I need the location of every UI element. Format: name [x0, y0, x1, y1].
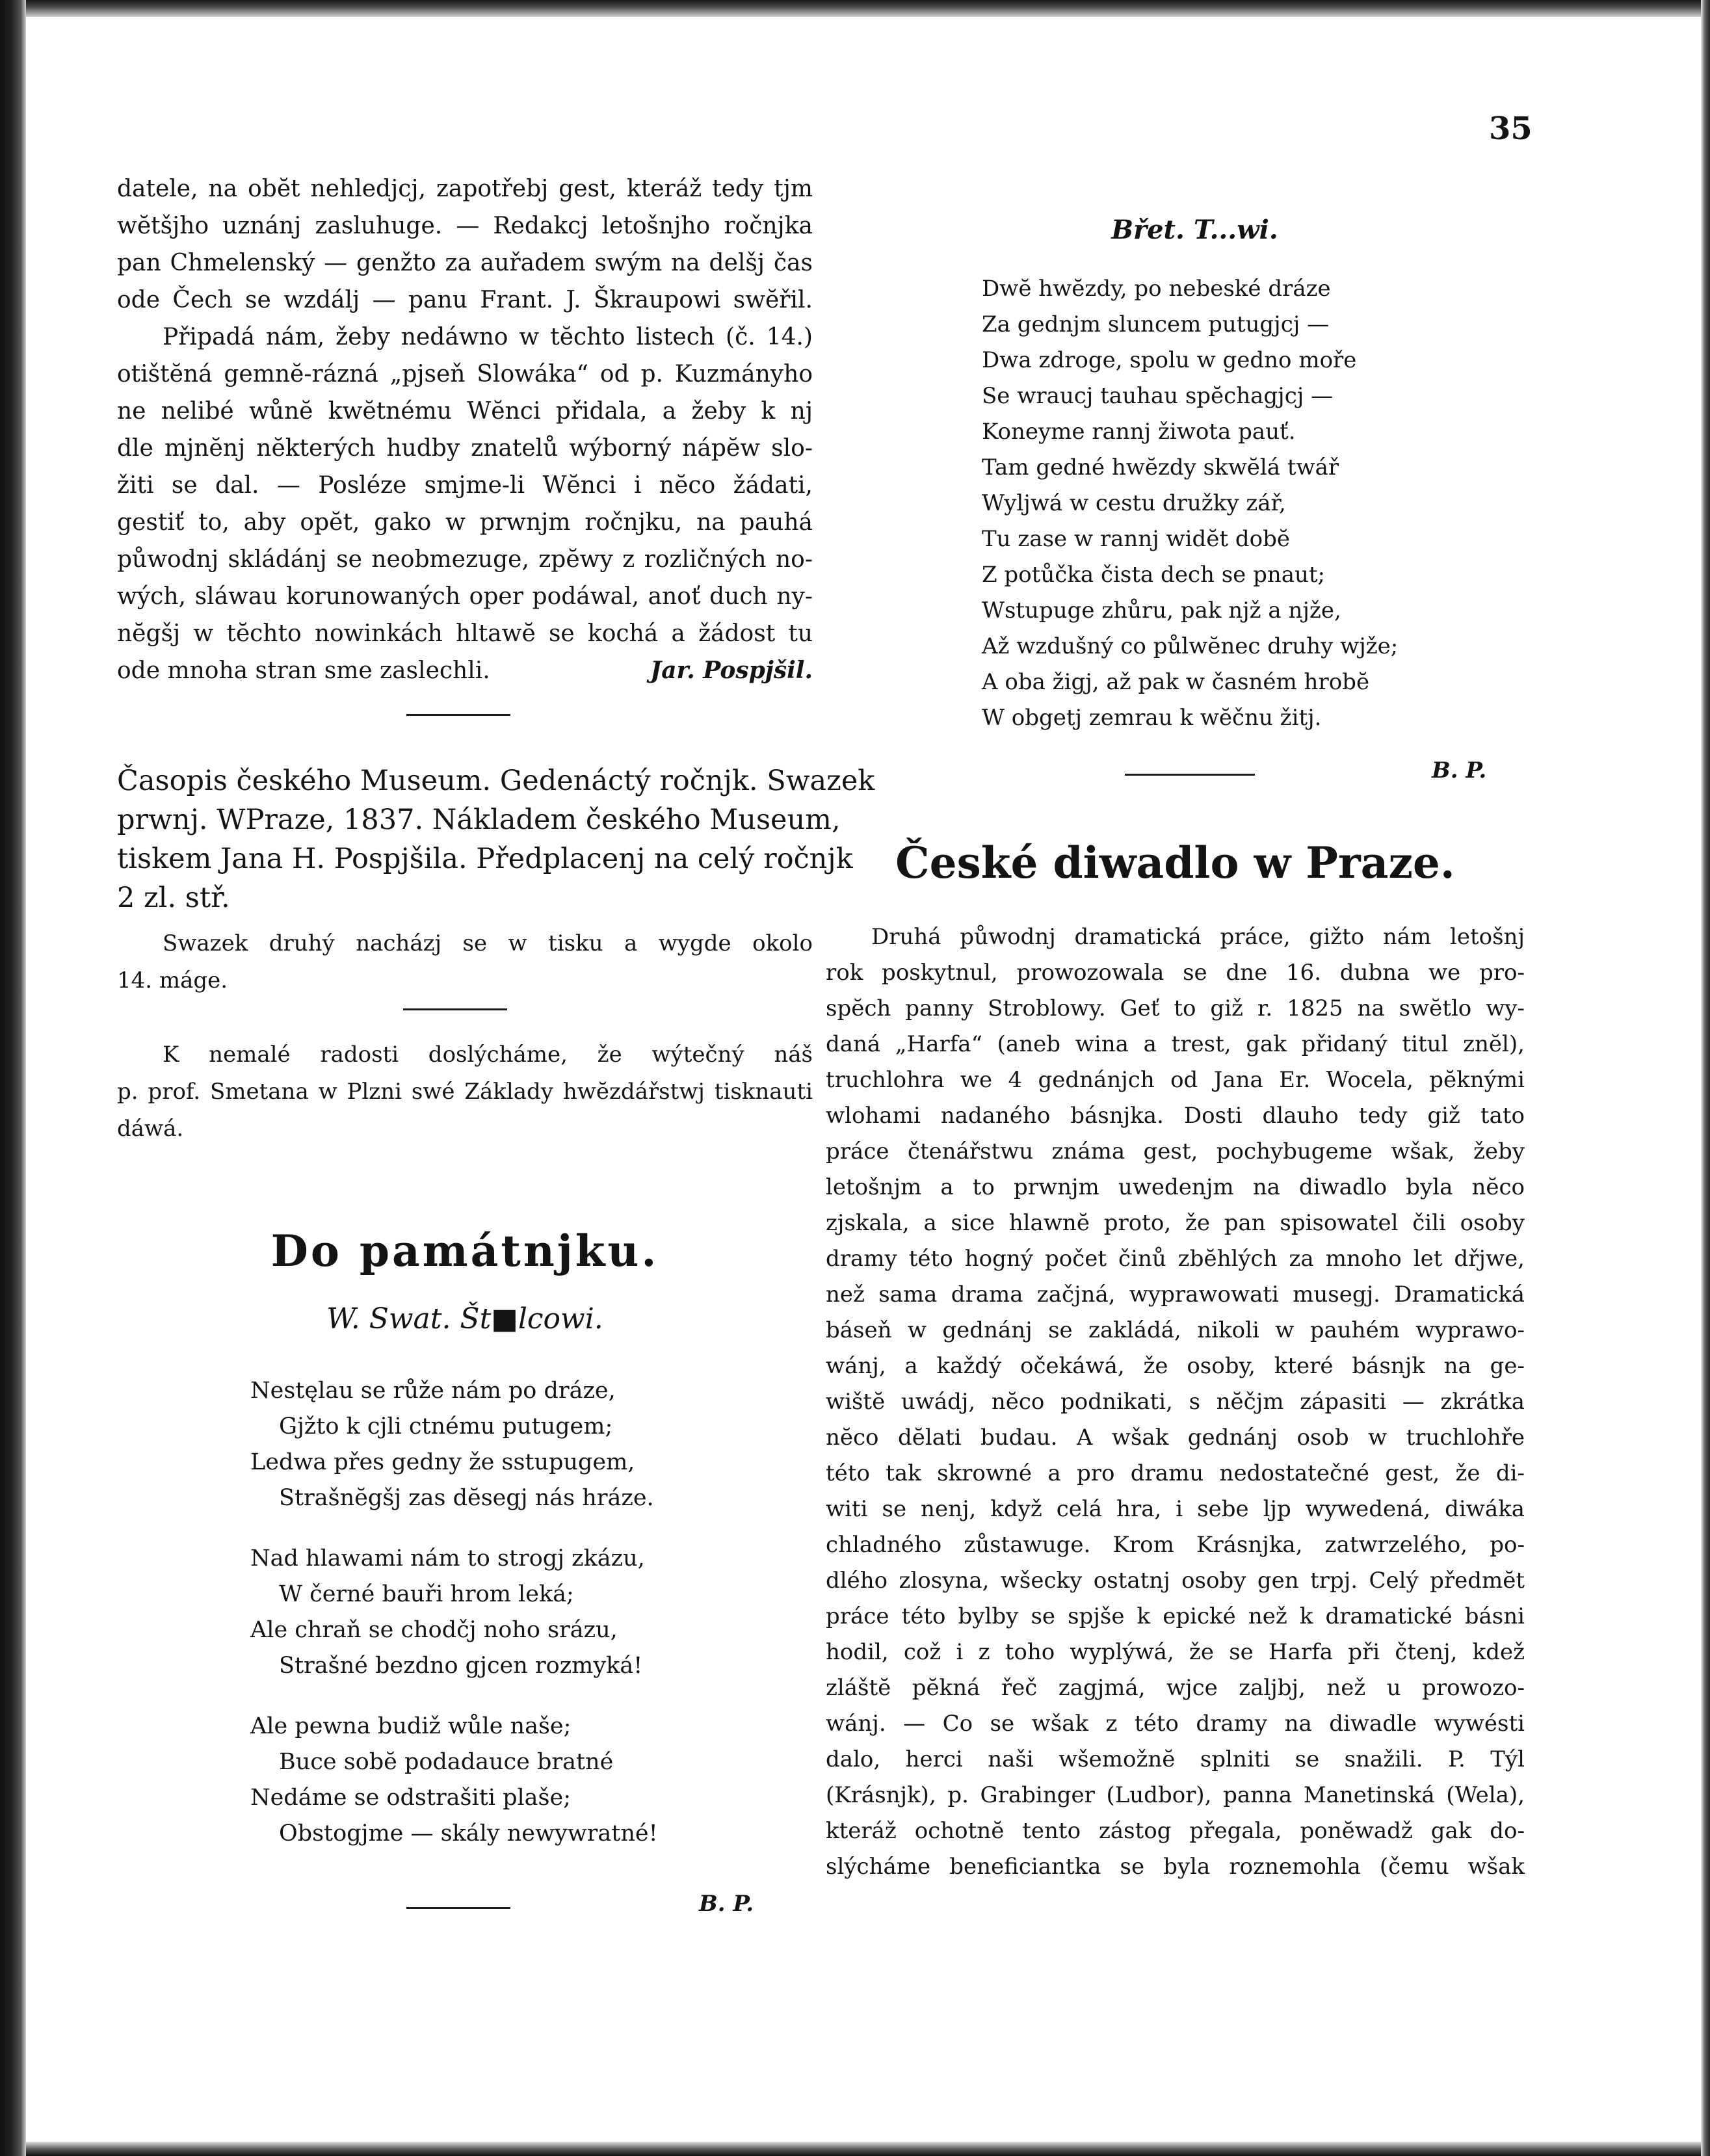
poem2-signature: B. P.	[1432, 757, 1487, 783]
smetana-line: dáwá.	[117, 1116, 184, 1142]
poem2-line: A oba žigj, až pak w časném hrobĕ	[982, 669, 1370, 695]
poem2-dedication: Břet. T...wi.	[1111, 215, 1278, 245]
poem-line: Strašnĕgšj zas dĕsegj nás hráze.	[279, 1485, 654, 1511]
poem2-line: Tam gedné hwĕzdy skwĕlá twář	[982, 454, 1339, 480]
poem-signature: B. P.	[699, 1891, 754, 1917]
theatre-line: wlohami nadaného básnjka. Dosti dlauho tedy giž tato	[826, 1103, 1525, 1129]
theatre-line: wánj, a každý očekáwá, že osoby, které básnjk na ge-	[826, 1353, 1525, 1379]
theatre-line: nĕco dĕlati budau. A wšak gednánj osob w truchlohře	[826, 1425, 1525, 1451]
poem2-line: Wyljwá w cestu družky zář,	[982, 490, 1286, 516]
theatre-line: letošnjm a to prwnjm uwedenjm na diwadlo byla nĕco	[826, 1174, 1525, 1200]
theatre-review	[826, 919, 1525, 1885]
review-line: Připadá nám, žeby nedáwno w tĕchto listech (č. 14.)	[163, 324, 813, 350]
review-paragraph	[117, 170, 813, 689]
poem-line: Obstogjme — skály newywratné!	[279, 1821, 658, 1847]
poem2-footer	[826, 754, 1525, 793]
casopis-line: tiskem Jana H. Pospjšila. Předplacenj na celý ročnjk	[117, 843, 853, 875]
smetana-line: p. prof. Smetana w Plzni swé Základy hwĕzdářstwj tisknauti	[117, 1079, 813, 1105]
theatre-line: daná „Harfa“ (aneb wina a trest, gak přidaný titul znĕl),	[826, 1031, 1525, 1057]
poem-line: Gjžto k cjli ctnému putugem;	[279, 1413, 613, 1440]
theatre-line: truchlohra we 4 gednánjch od Jana Er. Wocela, pĕknými	[826, 1067, 1525, 1093]
poem2-line: W obgetj zemrau k wĕčnu žitj.	[982, 705, 1322, 731]
poem-line: Nedáme se odstrašiti plaše;	[250, 1785, 572, 1811]
review-line: ode mnoha stran sme zaslechli.	[117, 657, 490, 684]
section-divider	[406, 714, 510, 716]
review-line: wých, sláwau korunowaných oper podáwal, anoť duch ny-	[117, 583, 813, 610]
review-signature: Jar. Pospjšil.	[650, 657, 813, 684]
casopis-note-line: 14. máge.	[117, 967, 228, 993]
theatre-title: České diwadlo w Praze.	[895, 837, 1455, 888]
review-last-line	[117, 652, 813, 689]
poem-stanza	[250, 1709, 813, 1852]
poem-stanza	[250, 1373, 813, 1516]
poem-line: Nestęlau se růže nám po dráze,	[250, 1378, 616, 1404]
section-divider	[1125, 774, 1255, 776]
theatre-line: dramy této hogný počet činů zbĕhlých za mnoho let dřjwe,	[826, 1246, 1525, 1272]
smetana-line: K nemalé radosti doslýcháme, že wýtečný náš	[163, 1042, 813, 1068]
theatre-line: witi se nenj, když celá hra, i sebe ljp wywedená, diwáka	[826, 1496, 1525, 1522]
review-line: dle mjnĕnj nĕkterých hudby znatelů wýborný nápĕw slo-	[117, 435, 813, 462]
poem2-line: Dwa zdroge, spolu w gedno moře	[982, 347, 1357, 373]
right-column	[826, 215, 1525, 1885]
poem2-line: Tu zase w rannj widĕt dobĕ	[982, 526, 1290, 552]
section-divider	[406, 1907, 510, 1909]
smetana-notice	[117, 1036, 813, 1148]
casopis-line: Časopis českého Museum. Gedenáctý ročnjk. Swazek	[117, 765, 875, 797]
review-line: datele, na obĕt nehledjcj, zapotřebj gest, kteráž tedy tjm	[117, 176, 813, 202]
theatre-line: dlého zlosyna, wšecky ostatnj osoby gen trpj. Celý předmĕt	[826, 1568, 1525, 1594]
theatre-line: zjskala, a sice hlawnĕ proto, že pan spisowatel čili osoby	[826, 1210, 1525, 1236]
theatre-line: wištĕ uwádj, nĕco podnikati, s nĕčjm zápasiti — zkrátka	[826, 1389, 1525, 1415]
poem2-line: Z potůčka čista dech se pnaut;	[982, 562, 1326, 588]
theatre-line: této tak skrowné a pro dramu nedostatečné gest, že di-	[826, 1460, 1525, 1486]
poem-body	[250, 1373, 813, 1852]
theatre-line: wánj. — Co se wšak z této dramy na diwadle wywésti	[826, 1711, 1525, 1737]
review-line: nĕgšj w tĕchto nowinkách hltawĕ se kochá a žádost tu	[117, 620, 813, 647]
review-line: otištĕná gemnĕ-rázná „pjseň Slowáka“ od p. Kuzmányho	[117, 361, 813, 388]
theatre-line: zláštĕ pĕkná řeč zagjmá, wjce zaljbj, než u prowozo-	[826, 1675, 1525, 1701]
poem2-line: Dwĕ hwĕzdy, po nebeské dráze	[982, 276, 1331, 302]
theatre-line: než sama drama začjná, wyprawowati musegj. Dramatická	[826, 1282, 1525, 1308]
scan-border-bottom	[0, 2142, 1710, 2156]
review-line: ne nelibé wůnĕ kwĕtnému Wĕnci přidala, a žeby k nj	[117, 398, 813, 425]
theatre-line: práce této bylby se spjše k epické než k dramatické básni	[826, 1603, 1525, 1629]
casopis-note	[117, 925, 813, 999]
poem2-line: Koneyme rannj žiwota pauť.	[982, 419, 1296, 445]
poem-stanza	[250, 1541, 813, 1684]
left-column	[117, 170, 875, 1930]
theatre-line: chladného zůstawuge. Krom Krásnjka, zatwrzelého, po-	[826, 1532, 1525, 1558]
theatre-line: rok poskytnul, prowozowala se dne 16. dubna we pro-	[826, 960, 1525, 986]
poem-line: Ledwa přes gedny že sstupugem,	[250, 1449, 635, 1475]
review-line: ode Čech se wzdálj — panu Frant. J. Škraupowi swĕřil.	[117, 287, 813, 313]
poem-line: Buce sobĕ podadauce bratné	[279, 1749, 614, 1775]
theatre-line: hodil, což i z toho wyplýwá, že se Harfa při čtenj, kdež	[826, 1639, 1525, 1665]
poem-line: Ale chraň se chodčj noho srázu,	[250, 1617, 618, 1643]
theatre-line: kteráž ochotnĕ tento zástog přegala, ponĕwadž gak do-	[826, 1818, 1525, 1844]
poem2-line: Wstupuge zhůru, pak njž a njže,	[982, 598, 1341, 624]
review-line: wĕtšjho uznánj zasluhuge. — Redakcj letošnjho ročnjka	[117, 213, 813, 239]
scan-border-top	[0, 0, 1710, 17]
scan-border-right	[1701, 0, 1710, 2156]
poem-dedication: W. Swat. Št■lcowi.	[326, 1302, 603, 1335]
poem2-body	[982, 271, 1525, 736]
casopis-line: prwnj. WPraze, 1837. Nákladem českého Museum,	[117, 804, 841, 836]
poem2-line: Za gednjm sluncem putugjcj —	[982, 311, 1330, 337]
scan-border-left	[0, 0, 26, 2156]
poem-line: Strašné bezdno gjcen rozmyká!	[279, 1653, 643, 1679]
poem-title: Do památnjku.	[270, 1226, 659, 1276]
review-line: gestiť to, aby opĕt, gako w prwnjm ročnjku, na pauhá	[117, 509, 813, 536]
review-line: pan Chmelenský — genžto za auřadem swým na delšj čas	[117, 250, 813, 276]
casopis-notice	[117, 761, 875, 917]
review-line: žiti se dal. — Posléze smjme-li Wĕnci i nĕco žádati,	[117, 472, 813, 499]
theatre-line: báseň w gednánj se zakládá, nikoli w pauhém wyprawo-	[826, 1317, 1525, 1343]
theatre-line: práce čtenářstwu známa gest, pochybugeme wšak, žeby	[826, 1138, 1525, 1164]
theatre-line: spĕch panny Stroblowy. Geť to giž r. 1825 na swĕtlo wy-	[826, 995, 1525, 1021]
theatre-line: Druhá půwodnj dramatická práce, gižto nám letošnj	[871, 924, 1525, 950]
poem-footer	[117, 1891, 813, 1930]
poem-line: W černé bauři hrom leká;	[279, 1581, 574, 1607]
theatre-line: dalo, herci naši wšemožnĕ splniti se snažili. P. Týl	[826, 1746, 1525, 1772]
casopis-note-line: Swazek druhý nacházj se w tisku a wygde okolo	[163, 930, 813, 956]
casopis-line: 2 zl. stř.	[117, 882, 230, 914]
poem-line: Nad hlawami nám to strogj zkázu,	[250, 1545, 645, 1571]
review-line: půwodnj skládánj se neobmezuge, zpĕwy z rozličných no-	[117, 546, 813, 573]
theatre-line: (Krásnjk), p. Grabinger (Ludbor), panna Manetinská (Wela),	[826, 1782, 1525, 1808]
section-divider	[403, 1008, 507, 1010]
theatre-line: slýcháme beneficiantka se byla roznemohla (čemu wšak	[826, 1854, 1525, 1880]
poem2-line: Se wraucj tauhau spĕchagjcj —	[982, 383, 1334, 409]
poem2-line: Až wzdušný co půlwĕnec druhy wjže;	[982, 633, 1399, 659]
poem-line: Ale pewna budiž wůle naše;	[250, 1713, 572, 1739]
page-number: 35	[1489, 111, 1532, 147]
